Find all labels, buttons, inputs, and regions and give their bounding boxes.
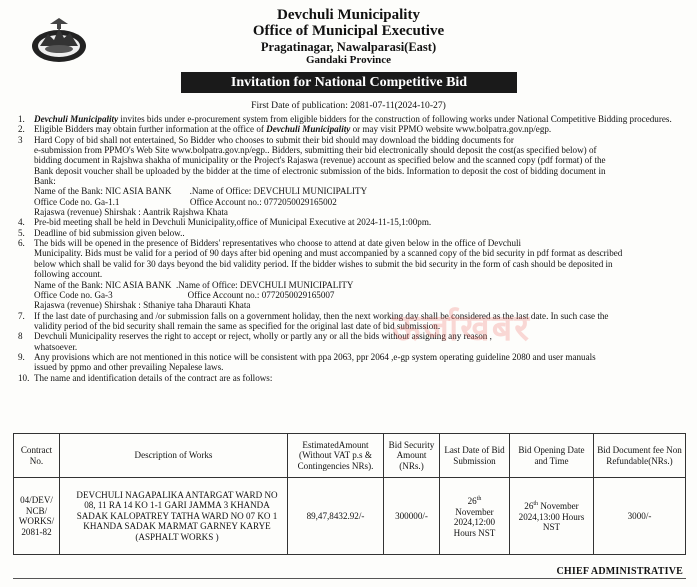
- list-items: [18, 135, 688, 383]
- item-text: or may visit PPMO website www.bolpatra.gov.np/egp.: [352, 124, 552, 135]
- watermark: ऊर्जाखबर: [392, 308, 532, 349]
- list-item: [18, 228, 688, 238]
- item-text-line: validity period of the bid security shall remain the same as specified for the original last date of bid submission.: [34, 320, 441, 331]
- item-text-line: below which shall be valid for 30 days beyond the bid validity period. If the bidder wishes to submit the bid security in the form of cash should be deposited in: [34, 258, 613, 269]
- opening-suffix: th: [533, 501, 539, 508]
- item-text-line: Devchuli Municipality reserves the right to accept or reject, wholly or partly any or all the bids without assigning any reason ,: [34, 331, 492, 342]
- emphasis: Devchuli Municipality: [266, 124, 351, 135]
- item-text-line: Bank deposit voucher shall be uploaded by the bidder at the time of electronic submission of the bids. Information to deposit the cost of bidding document in: [34, 165, 606, 176]
- item-text-line: bidding document in Rajshwa shakha of municipality or the Project's Rajaswa (revenue) account as specified below and the scanned copy (pdf format) of the: [34, 155, 606, 166]
- item-text-line: Office Code no. Ga-3 Office Account no.: 0772050029165007: [34, 289, 335, 300]
- item-text-line: Hard Copy of bid shall not entertained, So Bidder who chooses to submit their bid should may download the bidding documents for: [34, 134, 514, 145]
- emphasis: Devchuli Municipality: [34, 114, 119, 124]
- column-header: Contract No.: [14, 434, 60, 478]
- column-header: Description of Works: [60, 434, 288, 478]
- table-header-row: [14, 434, 686, 478]
- security-cell: 300000/-: [384, 478, 440, 555]
- letterhead: [0, 7, 697, 66]
- last-date-suffix: th: [476, 495, 482, 502]
- column-header: Bid Opening Date and Time: [510, 434, 594, 478]
- item-text-line: e-submission from PPMO's Web Site www.bolpatra.gov.np/egp.. Bidders, submitting their bid electronically should deposit the cost(as specified below) of: [34, 145, 597, 156]
- description-cell: DEVCHULI NAGAPALIKA ANTARGAT WARD NO 08, 11 RA 14 KO 1-1 GARI JAMMA 3 KHANDA SADAK KALOPATREY TATHA WARD NO 07 KO 1 KHANDA SADAK MARMAT GARNEY KARYE (ASPHALT WORKS ): [60, 478, 288, 555]
- item-number: 3: [18, 134, 23, 145]
- item-number: 4.: [18, 217, 25, 228]
- item-text-line: Office Code no. Ga-1.1 Office Account no.: 0772050029165002: [34, 196, 337, 207]
- item-number: 5.: [18, 227, 25, 238]
- column-header: EstimatedAmount (Without VAT p.s & Contingencies NRs).: [288, 434, 384, 478]
- list-item: [18, 135, 688, 218]
- list-item: [18, 352, 688, 373]
- item-text-line: Any provisions which are not mentioned in this notice will be consistent with ppa 2063, ppr 2064 ,e-gp system operating guideline 2080 and user manuals: [34, 351, 596, 362]
- item-number: 8: [18, 331, 23, 342]
- column-header: Bid Document fee Non Refundable(NRs.): [594, 434, 686, 478]
- list-item: [18, 311, 688, 332]
- publication-date: First Date of publication: 2081-07-11(2024-10-27): [251, 100, 446, 111]
- opening-day: 26: [524, 501, 534, 512]
- item-text-line: If the last date of purchasing and /or submission falls on a government holiday, then the next working day shall be considered as the last date. In such case the: [34, 310, 609, 321]
- item-text: invites bids under e-procurement system from eligible bidders for the construction of following works under National Competitive Bidding procedures.: [120, 114, 672, 124]
- list-item: [18, 373, 688, 383]
- list-item: [18, 217, 688, 227]
- item-number: 10.: [18, 372, 30, 383]
- item-text-line: Rajaswa (revenue) Shirshak : Aantrik Rajshwa Khata: [34, 207, 228, 218]
- item-text: Eligible Bidders may obtain further information at the office of: [34, 124, 264, 135]
- fee-cell: 3000/-: [594, 478, 686, 555]
- list-item: [18, 114, 688, 124]
- item-text-line: Rajaswa (revenue) Shirshak : Sthaniye taha Dharauti Khata: [34, 300, 251, 311]
- item-number: 1.: [18, 114, 25, 124]
- province-name: Gandaki Province: [305, 54, 392, 66]
- item-number: 9.: [18, 351, 25, 362]
- office-name: Office of Municipal Executive: [252, 23, 445, 39]
- item-text-line: issued by ppmo and other prevailing Nepalese laws.: [34, 362, 224, 373]
- list-item: [18, 238, 688, 310]
- opening-date-cell: [510, 478, 594, 555]
- item-text-line: Name of the Bank: NIC ASIA BANK .Name of Office: DEVCHULI MUNICIPALITY: [34, 186, 368, 197]
- municipality-name: Devchuli Municipality: [277, 7, 420, 23]
- item-number: 2.: [18, 124, 25, 135]
- notice-body: [18, 114, 688, 383]
- contract-no-cell: 04/DEV/ NCB/ WORKS/ 2081-82: [14, 478, 60, 555]
- item-text-line: The name and identification details of the contract are as follows:: [34, 372, 273, 383]
- last-date-text: November 2024,12:00 Hours NST: [453, 506, 496, 538]
- item-text-line: Municipality. Bids must be valid for a period of 90 days after bid opening and must accompanied by a scanned copy of the bid security in pdf format as described: [34, 248, 623, 259]
- item-text-line: following account.: [34, 269, 103, 280]
- column-header: Bid Security Amount (NRs.): [384, 434, 440, 478]
- contract-table: [13, 433, 686, 555]
- item-text-line: Pre-bid meeting shall be held in Devchuli Municipality,office of Municipal Executive at 2024-11-15,1:00pm.: [34, 217, 432, 228]
- signatory: CHIEF ADMINISTRATIVE: [556, 566, 683, 577]
- bottom-divider: [13, 578, 686, 579]
- last-date-day: 26: [467, 496, 477, 507]
- last-date-cell: [440, 478, 510, 555]
- item-text-line: Deadline of bid submission given below..: [34, 227, 185, 238]
- item-text-line: whatsoever.: [34, 341, 78, 352]
- table-row: [14, 478, 686, 555]
- list-item: [18, 124, 688, 134]
- item-text-line: Bank:: [34, 176, 56, 187]
- list-item: [18, 331, 688, 352]
- estimate-cell: 89,47,8432.92/-: [288, 478, 384, 555]
- item-text-line: The bids will be opened in the presence of Bidders' representatives who choose to attend at date given below in the office of Devchuli: [34, 238, 522, 249]
- opening-text: November 2024,13:00 Hours NST: [518, 501, 585, 533]
- item-number: 7.: [18, 310, 25, 321]
- item-text-line: Name of the Bank: NIC ASIA BANK .Name of Office: DEVCHULI MUNICIPALITY: [34, 279, 354, 290]
- item-number: 6.: [18, 238, 25, 249]
- office-address: Pragatinagar, Nawalparasi(East): [260, 40, 437, 54]
- column-header: Last Date of Bid Submission: [440, 434, 510, 478]
- notice-title: Invitation for National Competitive Bid: [181, 72, 517, 93]
